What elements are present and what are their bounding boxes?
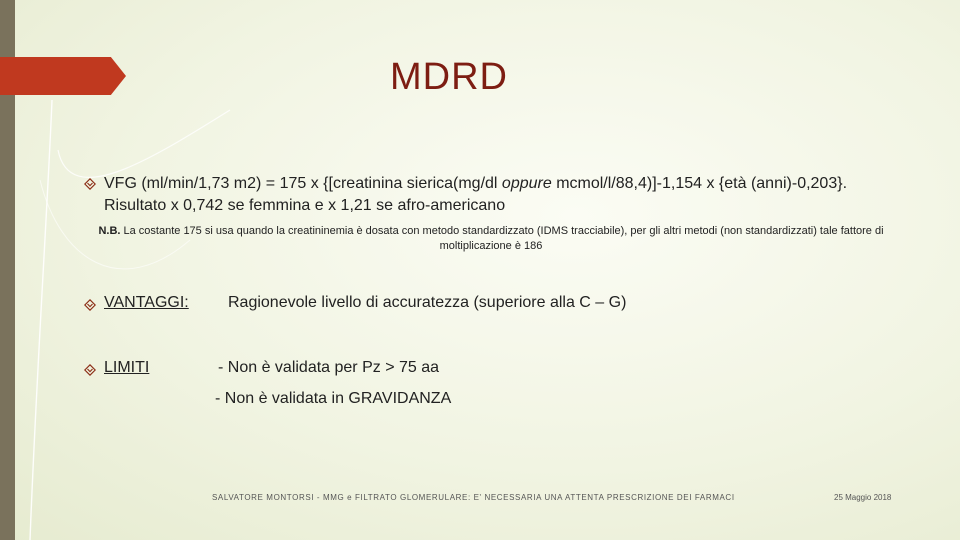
vfg-text-b: mcmol/l/88,4)]-1,154 x {età (anni)-0,203}. Risultato x 0,742 se femmina e x 1,21 se afro-americano	[104, 175, 848, 214]
diamond-arrow-icon	[84, 299, 96, 311]
vfg-bullet	[84, 173, 904, 217]
vfg-formula	[104, 173, 904, 217]
vantaggi-value: Ragionevole livello di accuratezza (superiore alla C – G)	[228, 294, 627, 311]
limiti-bullet	[84, 359, 149, 377]
nb-note	[96, 224, 886, 254]
limiti-label: LIMITI	[104, 359, 150, 376]
limiti-item: - Non è validata per Pz > 75 aa	[218, 359, 440, 376]
diamond-arrow-icon	[84, 364, 96, 376]
vfg-label: VFG	[104, 175, 137, 192]
vantaggi-bullet	[84, 294, 189, 312]
footer-date: 25 Maggio 2018	[834, 493, 892, 502]
vantaggi-label: VANTAGGI:	[104, 294, 189, 311]
footer-author: SALVATORE MONTORSI - MMG e FILTRATO GLOMERULARE: E' NECESSARIA UNA ATTENTA PRESCRIZIONE DEI FARMACI	[212, 493, 735, 502]
nb-text: La costante 175 si usa quando la creatininemia è dosata con metodo standardizzato (IDMS tracciabile), per gli altri metodi (non standardizzati) tale fattore di moltiplicazione è 186	[120, 225, 884, 252]
limiti-item: - Non è validata in GRAVIDANZA	[215, 390, 452, 407]
vfg-text-a: (ml/min/1,73 m2) = 175 x {[creatinina sierica(mg/dl	[136, 175, 502, 192]
nb-label: N.B.	[98, 225, 121, 237]
vfg-italic: oppure	[501, 175, 552, 192]
diamond-arrow-icon	[84, 178, 96, 190]
slide-title: MDRD	[390, 56, 508, 98]
